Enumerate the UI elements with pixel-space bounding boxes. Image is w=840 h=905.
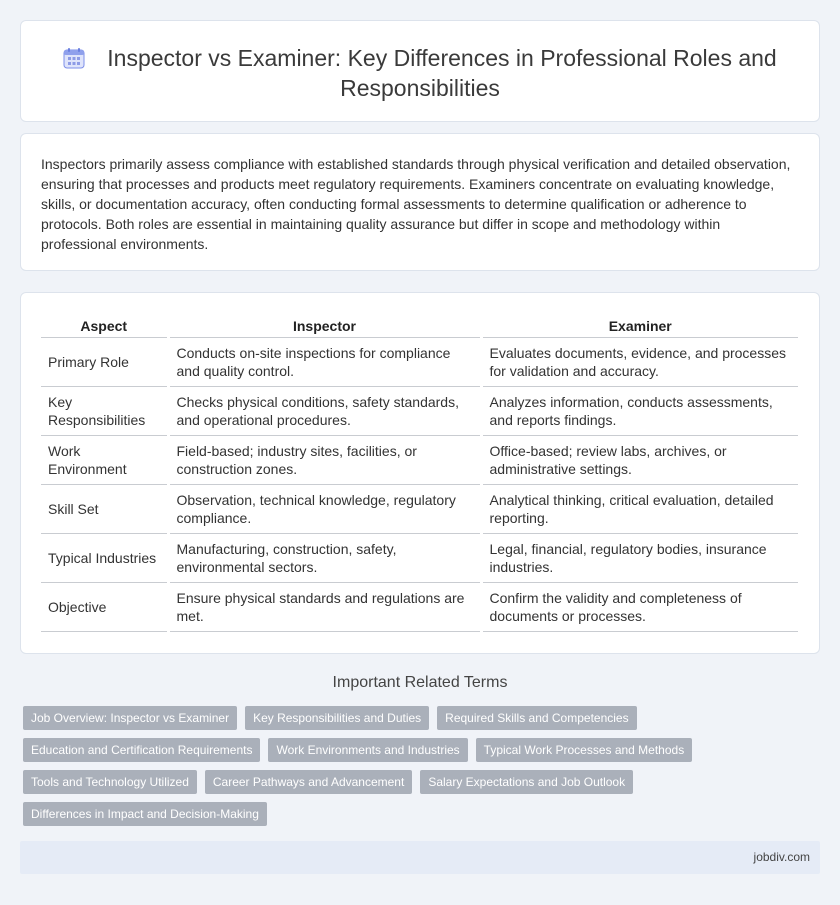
- header-card: [20, 20, 820, 122]
- related-tag[interactable]: Key Responsibilities and Duties: [245, 706, 429, 730]
- cell-examiner: Confirm the validity and completeness of documents or processes.: [481, 582, 798, 631]
- cell-inspector: Checks physical conditions, safety standards, and operational procedures.: [168, 386, 481, 435]
- related-tag[interactable]: Typical Work Processes and Methods: [476, 738, 693, 762]
- related-tag[interactable]: Job Overview: Inspector vs Examiner: [23, 706, 237, 730]
- cell-inspector: Observation, technical knowledge, regulatory compliance.: [168, 484, 481, 533]
- cell-examiner: Analytical thinking, critical evaluation, detailed reporting.: [481, 484, 798, 533]
- cell-examiner: Legal, financial, regulatory bodies, insurance industries.: [481, 533, 798, 582]
- table-row: [41, 533, 798, 582]
- page-title-wrap: [51, 43, 789, 103]
- table-header-row: [41, 313, 798, 337]
- cell-aspect: Key Responsibilities: [41, 386, 168, 435]
- cell-aspect: Work Environment: [41, 435, 168, 484]
- cell-aspect: Typical Industries: [41, 533, 168, 582]
- cell-aspect: Skill Set: [41, 484, 168, 533]
- cell-examiner: Office-based; review labs, archives, or administrative settings.: [481, 435, 798, 484]
- tag-row: [23, 706, 813, 730]
- header-examiner: Examiner: [481, 313, 798, 337]
- intro-paragraph: Inspectors primarily assess compliance with established standards through physical verification and detailed observation, ensuring that processes and products meet regulatory requirements. Examiners concentrate on evaluating knowledge, skills, or documentation accuracy, often conducting formal assessments to determine qualification or adherence to protocols. Both roles are essential in maintaining quality assurance but differ in scope and methodology within professional environments.: [41, 156, 791, 252]
- page-title: Inspector vs Examiner: Key Differences in Professional Roles and Responsibilities: [107, 45, 777, 101]
- table-row: [41, 435, 798, 484]
- cell-inspector: Field-based; industry sites, facilities, or construction zones.: [168, 435, 481, 484]
- related-terms-title: Important Related Terms: [332, 674, 508, 691]
- intro-card: [20, 133, 820, 271]
- header-aspect: Aspect: [41, 313, 168, 337]
- tag-row: [23, 802, 813, 826]
- cell-aspect: Primary Role: [41, 337, 168, 386]
- related-tag[interactable]: Education and Certification Requirements: [23, 738, 260, 762]
- tag-row: [23, 738, 813, 762]
- related-tag[interactable]: Required Skills and Competencies: [437, 706, 636, 730]
- calendar-icon: [63, 47, 85, 69]
- related-tag[interactable]: Career Pathways and Advancement: [205, 770, 412, 794]
- related-terms-list: [23, 706, 813, 834]
- footer-site-link[interactable]: jobdiv.com: [753, 850, 810, 864]
- cell-inspector: Ensure physical standards and regulations are met.: [168, 582, 481, 631]
- footer: [20, 841, 820, 874]
- table-row: [41, 386, 798, 435]
- table-row: [41, 582, 798, 631]
- related-tag[interactable]: Salary Expectations and Job Outlook: [420, 770, 633, 794]
- related-tag[interactable]: Tools and Technology Utilized: [23, 770, 197, 794]
- cell-inspector: Manufacturing, construction, safety, environmental sectors.: [168, 533, 481, 582]
- table-row: [41, 337, 798, 386]
- table-row: [41, 484, 798, 533]
- cell-examiner: Analyzes information, conducts assessments, and reports findings.: [481, 386, 798, 435]
- tag-row: [23, 770, 813, 794]
- related-tag[interactable]: Differences in Impact and Decision-Making: [23, 802, 267, 826]
- comparison-card: [20, 292, 820, 654]
- cell-aspect: Objective: [41, 582, 168, 631]
- cell-inspector: Conducts on-site inspections for compliance and quality control.: [168, 337, 481, 386]
- cell-examiner: Evaluates documents, evidence, and processes for validation and accuracy.: [481, 337, 798, 386]
- related-tag[interactable]: Work Environments and Industries: [268, 738, 467, 762]
- header-inspector: Inspector: [168, 313, 481, 337]
- comparison-table: [41, 313, 798, 632]
